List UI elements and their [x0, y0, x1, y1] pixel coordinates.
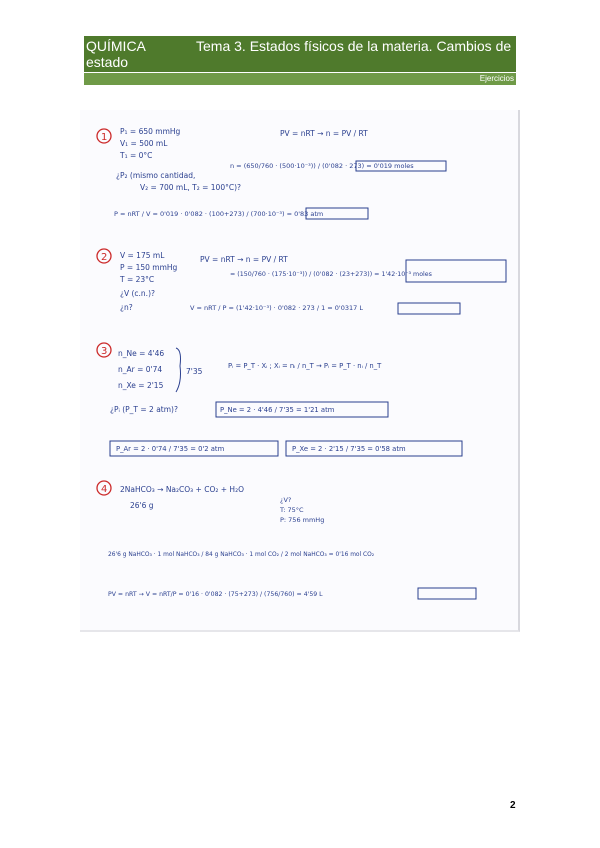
p1-formula: PV = nRT → n = PV / RT	[280, 129, 368, 138]
section-band	[84, 72, 516, 85]
p3-p-ne: P_Ne = 2 · 4'46 / 7'35 = 1'21 atm	[220, 406, 335, 414]
problem-3-number: 3	[101, 346, 108, 357]
subject-label: QUÍMICA	[86, 38, 146, 54]
problem-4	[97, 481, 476, 599]
problem-2	[97, 249, 506, 314]
p4-data-3: P: 756 mmHg	[280, 516, 325, 524]
p3-dalton-law: Pᵢ = P_T · Xᵢ ; Xᵢ = nᵢ / n_T → Pᵢ = P_T · nᵢ / n_T	[228, 362, 382, 370]
p3-brace	[176, 348, 181, 392]
handwriting-layer	[80, 110, 518, 630]
p2-formula: PV = nRT → n = PV / RT	[200, 255, 288, 264]
p2-n-calculation: = (150/760 · (175·10⁻³)) / (0'082 · (23+273)) = 1'42·10⁻³ moles	[230, 271, 432, 278]
problem-1-number: 1	[101, 132, 108, 143]
problem-2-number: 2	[101, 252, 108, 263]
p1-data-3: T₁ = 0°C	[120, 151, 153, 160]
p2-data-2: P = 150 mmHg	[120, 263, 178, 272]
p3-p-xe: P_Xe = 2 · 2'15 / 7'35 = 0'58 atm	[292, 445, 406, 453]
p3-total-moles: 7'35	[186, 367, 203, 376]
p2-v-calculation: V = nRT / P = (1'42·10⁻³) · 0'082 · 273 / 1 = 0'0317 L	[190, 304, 363, 312]
p1-data-2: V₁ = 500 mL	[120, 139, 168, 148]
p2-data-3: T = 23°C	[120, 275, 155, 284]
p1-data-5: V₂ = 700 mL, T₂ = 100°C)?	[140, 183, 241, 192]
p4-data-2: T: 75°C	[280, 506, 304, 514]
topic-title: Tema 3. Estados físicos de la materia. Cambios de	[196, 38, 512, 54]
p2-data-1: V = 175 mL	[120, 251, 165, 260]
p1-p-calculation: P = nRT / V = 0'019 · 0'082 · (100+273) / (700·10⁻³) = 0'83 atm	[114, 210, 324, 218]
p3-data-xe: n_Xe = 2'15	[118, 381, 164, 390]
p1-data-4: ¿P₂ (mismo cantidad,	[116, 171, 196, 180]
problem-3	[97, 343, 462, 456]
topic-title-continuation: estado	[86, 54, 129, 70]
p3-data-ne: n_Ne = 4'46	[118, 349, 165, 358]
p3-data-ar: n_Ar = 0'74	[118, 365, 163, 374]
p4-data-1: ¿V?	[280, 496, 292, 504]
handwritten-solutions-scan	[80, 110, 520, 632]
p4-v-calculation: PV = nRT → V = nRT/P = 0'16 · 0'082 · (75+273) / (756/760) = 4'59 L	[108, 591, 323, 598]
p1-n-calculation: n = (650/760 · (500·10⁻³)) / (0'082 · 273) = 0'019 moles	[230, 162, 414, 170]
p1-data-1: P₁ = 650 mmHg	[120, 127, 181, 136]
p3-question: ¿Pᵢ (P_T = 2 atm)?	[110, 405, 178, 414]
p4-v-result-box	[418, 588, 476, 599]
p2-v-result-box	[398, 303, 460, 314]
problem-4-number: 4	[101, 484, 108, 495]
section-tag: Ejercicios	[479, 74, 514, 83]
p4-mol-calculation: 26'6 g NaHCO₃ · 1 mol NaHCO₃ / 84 g NaHCO₃ · 1 mol CO₂ / 2 mol NaHCO₃ = 0'16 mol CO₂	[108, 552, 375, 558]
page-number: 2	[510, 800, 516, 811]
problem-1	[97, 127, 446, 219]
p2-data-4: ¿V (c.n.)?	[120, 289, 155, 298]
p2-data-5: ¿n?	[120, 303, 133, 312]
p4-mass: 26'6 g	[130, 501, 154, 510]
document-header	[84, 36, 516, 85]
p3-p-ar: P_Ar = 2 · 0'74 / 7'35 = 0'2 atm	[116, 445, 225, 453]
p4-reaction: 2NaHCO₃ → Na₂CO₃ + CO₂ + H₂O	[120, 485, 244, 494]
